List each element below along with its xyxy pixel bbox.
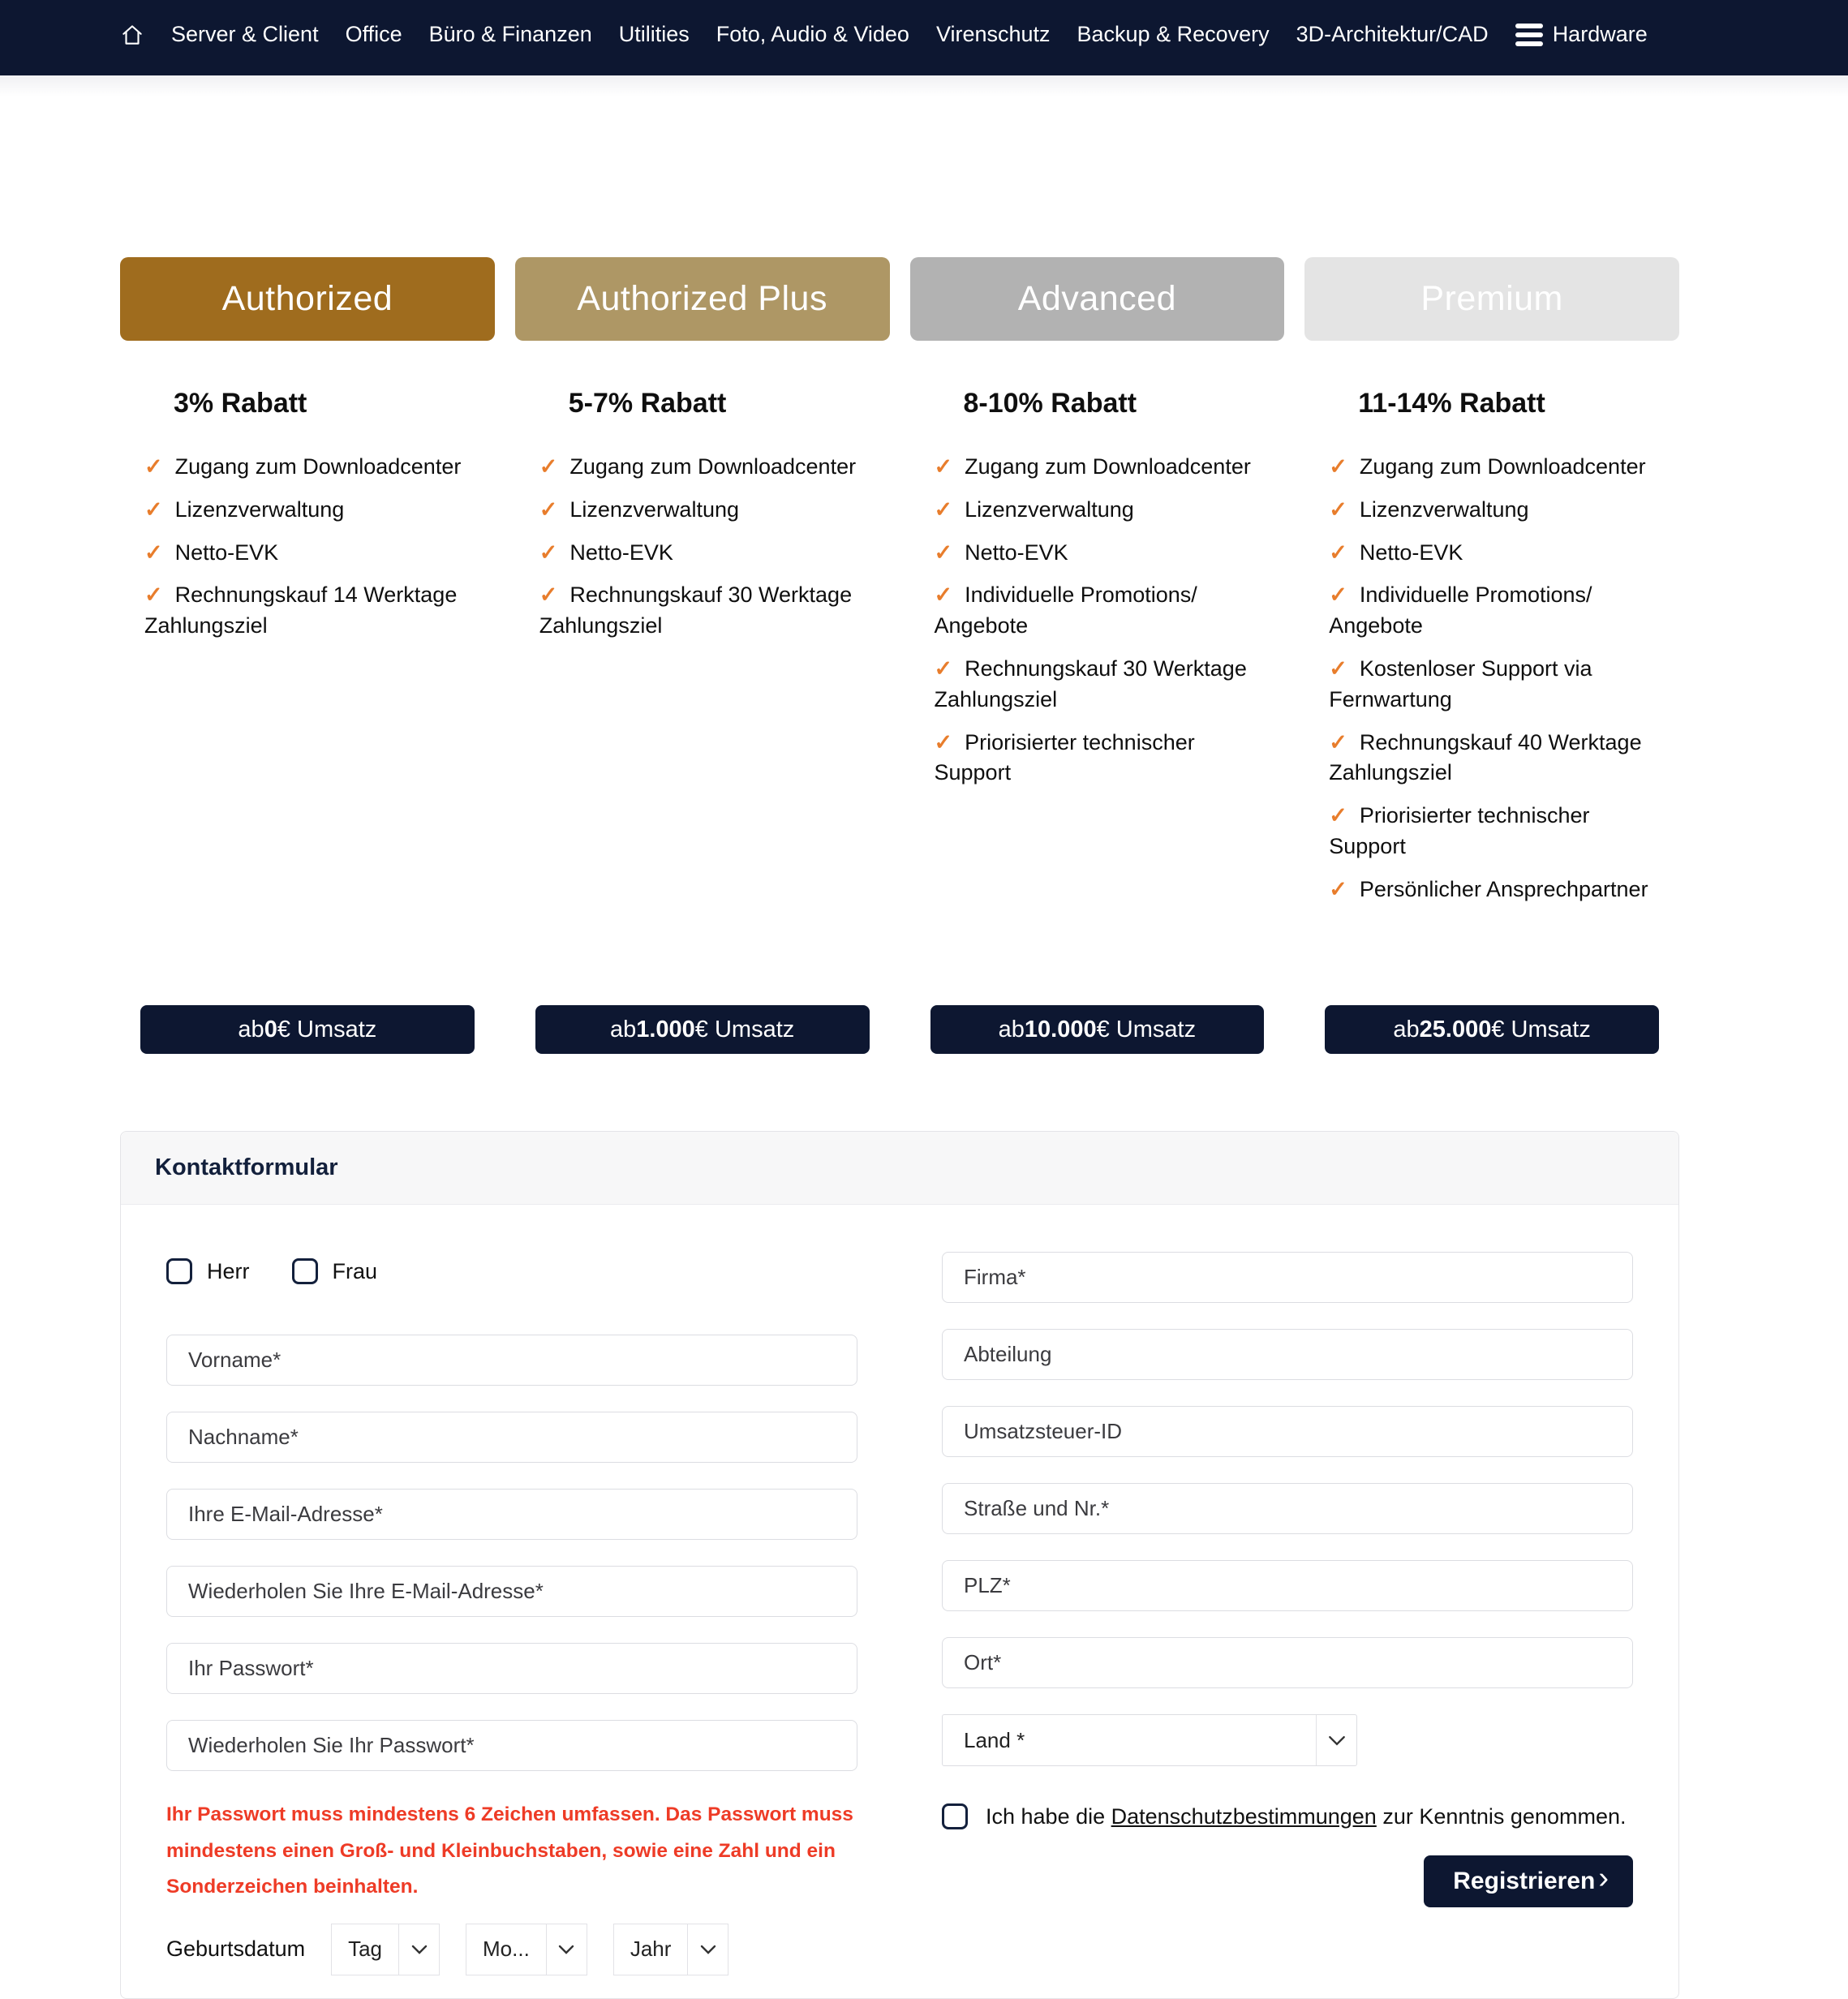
- feature-item: ✓ Zugang zum Downloadcenter: [539, 454, 857, 479]
- form-left-column: [166, 1252, 857, 1975]
- nav-item-utilities[interactable]: Utilities: [618, 22, 690, 46]
- tier-discount: 5-7% Rabatt: [568, 388, 727, 419]
- feature-item: ✓ Netto-EVK: [934, 540, 1068, 565]
- birth-month-select[interactable]: [466, 1924, 587, 1975]
- tier-feature-list: [120, 452, 495, 654]
- nav-item-foto-audio-video[interactable]: Foto, Audio & Video: [716, 22, 909, 46]
- herr-label: Herr: [207, 1258, 250, 1283]
- feature-item: ✓ Rechnungskauf 30 Werktage Zahlungsziel: [934, 656, 1247, 711]
- tier-header: Authorized Plus: [515, 257, 890, 341]
- land-value: Land *: [964, 1727, 1025, 1752]
- check-icon: ✓: [934, 583, 953, 608]
- tier-header: Advanced: [910, 257, 1285, 341]
- nav-item-server-client[interactable]: Server & Client: [171, 22, 319, 46]
- birth-month-value: Mo...: [483, 1937, 530, 1962]
- plz-input[interactable]: [942, 1560, 1633, 1611]
- feature-item: ✓ Lizenzverwaltung: [1329, 497, 1529, 522]
- umsatz-button[interactable]: ab 1.000 € Umsatz: [535, 1005, 870, 1054]
- salutation-row: [166, 1258, 857, 1284]
- hamburger-icon: [1515, 24, 1543, 46]
- feature-item: ✓ Netto-EVK: [1329, 540, 1463, 565]
- main-nav: [0, 0, 1848, 75]
- check-icon: ✓: [1329, 540, 1347, 565]
- check-icon: ✓: [1329, 656, 1347, 681]
- strasse-input[interactable]: [942, 1483, 1633, 1534]
- check-icon: ✓: [539, 583, 558, 608]
- feature-item: ✓ Individuelle Promotions/ Angebote: [1329, 583, 1592, 638]
- frau-label: Frau: [332, 1258, 378, 1283]
- tier-card-authorized-plus: [515, 257, 890, 1054]
- check-icon: ✓: [934, 454, 953, 479]
- check-icon: ✓: [1329, 876, 1347, 901]
- privacy-checkbox[interactable]: [942, 1803, 968, 1829]
- land-select[interactable]: [942, 1714, 1357, 1766]
- salutation-herr[interactable]: [166, 1258, 250, 1284]
- umsatz-button[interactable]: ab 0 € Umsatz: [140, 1005, 475, 1054]
- tier-card-advanced: [910, 257, 1285, 1054]
- feature-item: ✓ Lizenzverwaltung: [539, 497, 739, 522]
- tier-grid: [120, 257, 1679, 1054]
- home-link[interactable]: [120, 23, 144, 47]
- birth-year-select[interactable]: [613, 1924, 729, 1975]
- feature-item: ✓ Rechnungskauf 40 Werktage Zahlungsziel: [1329, 729, 1642, 785]
- password-input[interactable]: [166, 1643, 857, 1694]
- form-title: Kontaktformular: [155, 1154, 338, 1180]
- check-icon: ✓: [934, 729, 953, 754]
- feature-item: ✓ Lizenzverwaltung: [934, 497, 1134, 522]
- registrieren-button[interactable]: Registrieren ›: [1424, 1855, 1633, 1907]
- salutation-frau[interactable]: [292, 1258, 378, 1284]
- nav-shadow: [0, 75, 1848, 97]
- feature-item: ✓ Lizenzverwaltung: [144, 497, 345, 522]
- nav-item-backup-recovery[interactable]: Backup & Recovery: [1077, 22, 1270, 46]
- ort-input[interactable]: [942, 1637, 1633, 1688]
- tier-discount: 8-10% Rabatt: [963, 388, 1137, 419]
- check-icon: ✓: [934, 540, 953, 565]
- umsatz-button[interactable]: ab 25.000 € Umsatz: [1325, 1005, 1659, 1054]
- umsatzsteuer-id-input[interactable]: [942, 1406, 1633, 1457]
- chevron-right-icon: ›: [1598, 1861, 1609, 1895]
- password-repeat-input[interactable]: [166, 1720, 857, 1771]
- feature-item: ✓ Netto-EVK: [539, 540, 673, 565]
- datenschutz-link[interactable]: Datenschutzbestimmungen: [1111, 1803, 1377, 1829]
- privacy-consent-text: Ich habe die Datenschutzbestimmungen zur Kenntnis genommen.: [986, 1803, 1627, 1829]
- firma-input[interactable]: [942, 1252, 1633, 1303]
- feature-item: ✓ Netto-EVK: [144, 540, 279, 565]
- tier-card-authorized: [120, 257, 495, 1054]
- password-hint: Ihr Passwort muss mindestens 6 Zeichen umfassen. Das Passwort muss mindestens einen Groß- und Kleinbuchstaben, sowie eine Zahl und ein Sonderzeichen beinhalten.: [166, 1803, 853, 1898]
- check-icon: ✓: [934, 497, 953, 522]
- tier-header: Authorized: [120, 257, 495, 341]
- home-icon: [120, 23, 144, 47]
- tier-feature-list: [1304, 452, 1679, 918]
- email-input[interactable]: [166, 1489, 857, 1540]
- check-icon: ✓: [934, 656, 953, 681]
- check-icon: ✓: [1329, 497, 1347, 522]
- feature-item: ✓ Rechnungskauf 14 Werktage Zahlungsziel: [144, 583, 458, 638]
- feature-item: ✓ Zugang zum Downloadcenter: [1329, 454, 1646, 479]
- chevron-down-icon: [687, 1924, 728, 1975]
- tier-header: Premium: [1304, 257, 1679, 341]
- feature-item: ✓ Rechnungskauf 30 Werktage Zahlungsziel: [539, 583, 853, 638]
- check-icon: ✓: [539, 454, 558, 479]
- check-icon: ✓: [539, 540, 558, 565]
- check-icon: ✓: [144, 540, 163, 565]
- check-icon: ✓: [144, 497, 163, 522]
- feature-item: ✓ Priorisierter technischer Support: [934, 729, 1195, 785]
- contact-form-header: [121, 1132, 1678, 1205]
- birth-day-value: Tag: [348, 1937, 383, 1962]
- tier-feature-list: [910, 452, 1285, 801]
- contact-form: [120, 1131, 1679, 1999]
- frau-checkbox[interactable]: [292, 1258, 318, 1284]
- birth-day-select[interactable]: [331, 1924, 440, 1975]
- nav-item-virenschutz[interactable]: Virenschutz: [935, 22, 1051, 46]
- check-icon: ✓: [539, 497, 558, 522]
- feature-item: ✓ Persönlicher Ansprechpartner: [1329, 876, 1648, 901]
- chevron-down-icon: [1316, 1715, 1356, 1765]
- vorname-input[interactable]: [166, 1335, 857, 1386]
- check-icon: ✓: [1329, 729, 1347, 754]
- nachname-input[interactable]: [166, 1412, 857, 1463]
- birthdate-row: [166, 1924, 857, 1975]
- privacy-consent-row: [942, 1803, 1633, 1829]
- feature-item: ✓ Kostenloser Support via Fernwartung: [1329, 656, 1592, 711]
- tier-feature-list: [515, 452, 890, 654]
- chevron-down-icon: [398, 1924, 439, 1975]
- umsatz-button[interactable]: ab 10.000 € Umsatz: [930, 1005, 1265, 1054]
- check-icon: ✓: [144, 454, 163, 479]
- nav-item-3d-architektur-cad[interactable]: 3D-Architektur/CAD: [1296, 22, 1489, 46]
- form-right-column: [942, 1252, 1633, 1975]
- nav-item-hardware[interactable]: [1515, 22, 1648, 47]
- nav-item-buero-finanzen[interactable]: Büro & Finanzen: [428, 22, 592, 46]
- feature-item: ✓ Zugang zum Downloadcenter: [144, 454, 462, 479]
- nav-item-hardware-label: Hardware: [1552, 22, 1648, 46]
- check-icon: ✓: [144, 583, 163, 608]
- nav-item-office[interactable]: Office: [345, 22, 402, 46]
- feature-item: ✓ Priorisierter technischer Support: [1329, 803, 1590, 858]
- check-icon: ✓: [1329, 803, 1347, 828]
- check-icon: ✓: [1329, 454, 1347, 479]
- email-repeat-input[interactable]: [166, 1566, 857, 1617]
- feature-item: ✓ Zugang zum Downloadcenter: [934, 454, 1251, 479]
- tier-discount: 3% Rabatt: [174, 388, 307, 419]
- tier-card-premium: [1304, 257, 1679, 1054]
- chevron-down-icon: [546, 1924, 587, 1975]
- herr-checkbox[interactable]: [166, 1258, 192, 1284]
- birth-year-value: Jahr: [630, 1937, 672, 1962]
- feature-item: ✓ Individuelle Promotions/ Angebote: [934, 583, 1197, 638]
- check-icon: ✓: [1329, 583, 1347, 608]
- birthdate-label: Geburtsdatum: [166, 1937, 306, 1962]
- abteilung-input[interactable]: [942, 1329, 1633, 1380]
- tier-discount: 11-14% Rabatt: [1358, 388, 1545, 419]
